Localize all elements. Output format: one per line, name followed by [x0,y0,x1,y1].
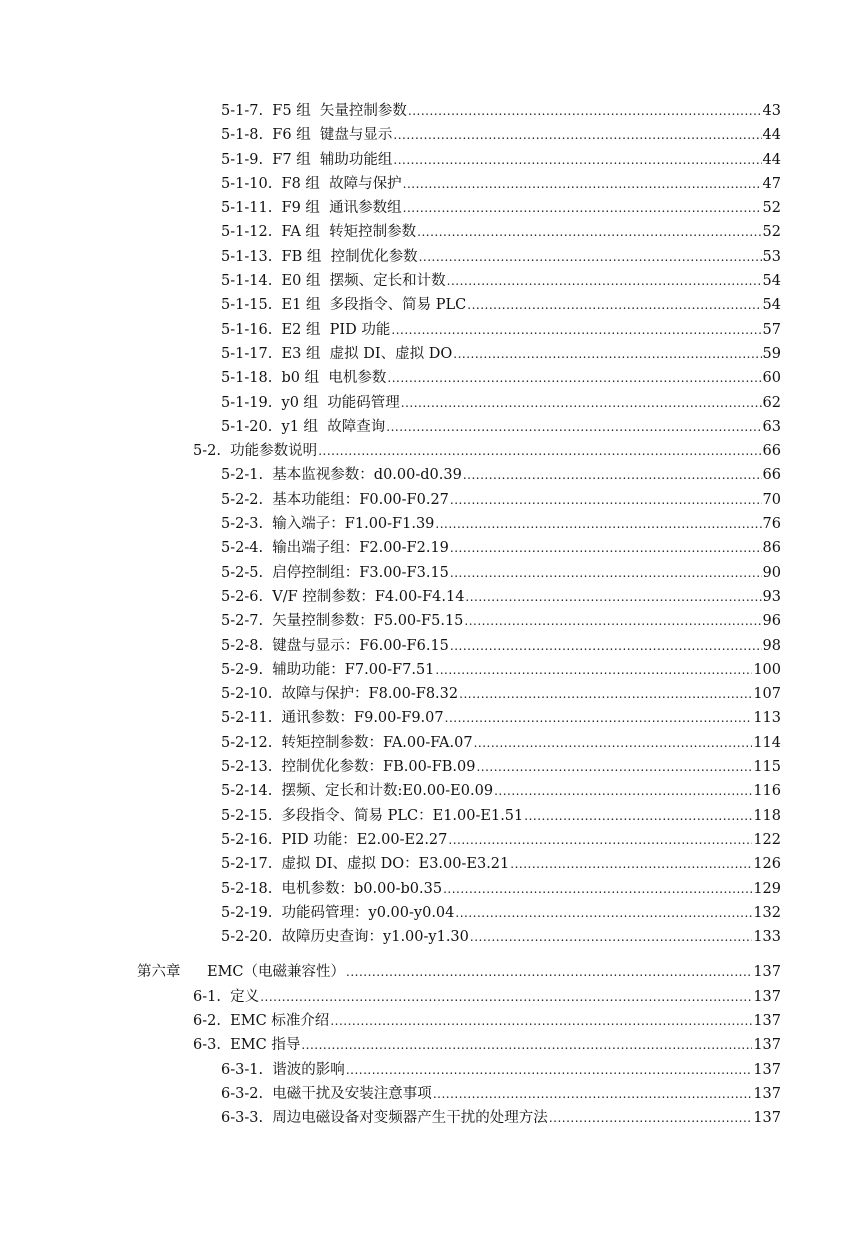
toc-page-number: 44 [762,151,781,168]
toc-entry[interactable] [0,561,842,585]
toc-entry[interactable] [0,123,842,147]
toc-dot-leader [435,658,752,682]
toc-entry-label: 6-3-1. 谐波的影响 [221,1061,345,1078]
toc-page-number: 114 [753,734,781,751]
toc-dot-leader [393,123,761,147]
toc-page-number: 137 [753,988,781,1005]
toc-dot-leader [419,245,762,269]
toc-entry[interactable] [0,634,842,658]
toc-page-number: 129 [753,880,781,897]
toc-page-number: 107 [753,686,781,703]
toc-dot-leader [448,828,752,852]
toc-page-number: 137 [753,1085,781,1102]
toc-page-number: 115 [753,759,781,776]
toc-dot-leader [549,1106,753,1130]
toc-entry-label: 5-1-17. E3 组 虚拟 DI、虚拟 DO [221,345,453,362]
toc-entry[interactable] [0,852,842,876]
toc-entry-label: 5-2-1. 基本监视参数：d0.00-d0.39 [221,467,462,484]
toc-dot-leader [403,172,762,196]
toc-dot-leader [330,1009,752,1033]
toc-entry[interactable] [0,682,842,706]
toc-entry[interactable] [0,1009,842,1033]
toc-entry[interactable] [0,318,842,342]
toc-entry[interactable] [0,463,842,487]
toc-page-number: 59 [762,345,781,362]
toc-entry-label: 5-2. 功能参数说明 [193,443,318,460]
toc-entry[interactable] [0,828,842,852]
toc-entry[interactable] [0,779,842,803]
toc-entry-label: 5-1-18. b0 组 电机参数 [221,370,387,387]
toc-page-number: 116 [753,783,781,800]
toc-page-number: 53 [762,248,781,265]
toc-page-number: 70 [762,491,781,508]
toc-entry[interactable] [0,731,842,755]
toc-entry[interactable] [0,755,842,779]
toc-entry[interactable] [0,706,842,730]
toc-entry[interactable] [0,488,842,512]
toc-page-number: 66 [762,443,781,460]
toc-page-number: 60 [762,370,781,387]
toc-page-number: 133 [753,929,781,946]
toc-dot-leader [450,488,762,512]
toc-entry-label: 6-3-3. 周边电磁设备对变频器产生干扰的处理方法 [221,1110,548,1127]
toc-entry[interactable] [0,658,842,682]
toc-page-number: 113 [753,710,781,727]
toc-entry[interactable] [0,804,842,828]
toc-entry-label: 5-1-7. F5 组 矢量控制参数 [221,103,407,119]
toc-page-number: 126 [753,856,781,873]
toc-dot-leader [450,561,762,585]
toc-dot-leader [401,391,762,415]
toc-dot-leader [455,901,752,925]
toc-page-number: 57 [762,321,781,338]
toc-entry[interactable] [0,196,842,220]
toc-page-number: 54 [762,297,781,314]
toc-dot-leader [408,99,762,123]
toc-entry-label: 5-1-13. FB 组 控制优化参数 [221,248,418,265]
toc-dot-leader [260,985,752,1009]
toc-entry-label: EMC（电磁兼容性） [207,964,346,981]
toc-page-number: 63 [762,418,781,435]
toc-page-number: 47 [762,175,781,192]
toc-page-number: 122 [753,831,781,848]
toc-dot-leader [403,196,762,220]
toc-entry-label: 5-2-8. 键盘与显示：F6.00-F6.15 [221,637,449,654]
toc-entry[interactable] [0,609,842,633]
toc-page-number: 137 [753,1110,781,1127]
toc-page-number: 52 [762,224,781,241]
toc-dot-leader [391,318,761,342]
toc-entry-label: 6-3-2. 电磁干扰及安装注意事项 [221,1085,432,1102]
toc-page-number: 96 [762,613,781,630]
toc-entry-label: 5-1-15. E1 组 多段指令、简易 PLC [221,297,467,314]
toc-dot-leader [386,415,761,439]
toc-dot-leader [465,585,761,609]
toc-dot-leader [463,463,762,487]
toc-entry-label: 5-2-16. PID 功能：E2.00-E2.27 [221,831,448,848]
toc-page-number: 100 [753,661,781,678]
toc-entry-label: 5-2-6. V/F 控制参数：F4.00-F4.14 [221,588,465,605]
toc-page-number: 93 [762,588,781,605]
toc-dot-leader [318,439,761,463]
toc-page-number: 132 [753,904,781,921]
toc-page-number: 54 [762,273,781,290]
toc-entry[interactable] [0,901,842,925]
toc-dot-leader [474,731,753,755]
toc-dot-leader [346,960,752,984]
toc-page-number: 118 [753,807,781,824]
toc-page-number: 52 [762,200,781,217]
toc-entry-label: 5-2-2. 基本功能组：F0.00-F0.27 [221,491,449,508]
toc-page-number: 62 [762,394,781,411]
toc-entry-label: 5-2-4. 输出端子组：F2.00-F2.19 [221,540,449,557]
toc-entry-label: 5-1-19. y0 组 功能码管理 [221,394,400,411]
table-of-contents [0,99,842,1130]
toc-dot-leader [387,366,761,390]
toc-entry[interactable] [0,172,842,196]
toc-entry-label: 5-2-20. 故障历史查询：y1.00-y1.30 [221,929,469,946]
toc-entry-label: 5-2-10. 故障与保护：F8.00-F8.32 [221,686,459,703]
toc-page-number: 76 [762,516,781,533]
toc-dot-leader [433,1082,753,1106]
toc-dot-leader [450,536,762,560]
toc-entry-label: 6-1. 定义 [193,988,260,1005]
toc-entry-label: 5-1-10. F8 组 故障与保护 [221,175,402,192]
toc-page-number: 66 [762,467,781,484]
toc-entry-label: 5-2-9. 辅助功能：F7.00-F7.51 [221,661,435,678]
toc-chapter-entry[interactable] [0,960,842,984]
toc-dot-leader [443,877,752,901]
toc-dot-leader [476,755,752,779]
toc-page-number: 137 [753,1012,781,1029]
toc-entry[interactable] [0,99,842,123]
toc-page-number: 44 [762,127,781,144]
toc-entry[interactable] [0,293,842,317]
toc-entry[interactable] [0,415,842,439]
toc-dot-leader [470,925,752,949]
toc-page-number: 90 [762,564,781,581]
toc-entry-label: 5-2-7. 矢量控制参数：F5.00-F5.15 [221,613,464,630]
toc-dot-leader [524,804,752,828]
toc-entry-label: 5-1-8. F6 组 键盘与显示 [221,127,393,144]
toc-entry[interactable] [0,269,842,293]
toc-dot-leader [459,682,752,706]
toc-entry[interactable] [0,512,842,536]
toc-chapter-number: 第六章 [137,964,181,981]
toc-entry[interactable] [0,925,842,949]
toc-entry[interactable] [0,585,842,609]
toc-entry[interactable] [0,1033,842,1057]
toc-entry-label: 5-2-3. 输入端子：F1.00-F1.39 [221,516,435,533]
toc-entry-label: 5-1-11. F9 组 通讯参数组 [221,200,402,217]
toc-entry-label: 5-2-12. 转矩控制参数：FA.00-FA.07 [221,734,473,751]
toc-entry-label: 5-2-5. 启停控制组：F3.00-F3.15 [221,564,449,581]
toc-entry[interactable] [0,439,842,463]
toc-dot-leader [453,342,761,366]
toc-dot-leader [464,609,761,633]
toc-entry-label: 5-2-18. 电机参数：b0.00-b0.35 [221,880,443,897]
toc-page-number: 86 [762,540,781,557]
toc-entry[interactable] [0,342,842,366]
toc-entry-label: 5-1-9. F7 组 辅助功能组 [221,151,393,168]
toc-entry-label: 5-1-20. y1 组 故障查询 [221,418,386,435]
toc-dot-leader [417,220,761,244]
toc-entry-label: 5-1-12. FA 组 转矩控制参数 [221,224,417,241]
toc-dot-leader [450,634,762,658]
toc-dot-leader [435,512,761,536]
toc-entry[interactable] [0,391,842,415]
toc-entry-label: 5-1-14. E0 组 摆频、定长和计数 [221,273,446,290]
toc-entry[interactable] [0,1106,842,1130]
toc-dot-leader [445,706,753,730]
toc-dot-leader [393,148,761,172]
toc-page-number: 137 [753,964,781,981]
toc-entry[interactable] [0,366,842,390]
toc-dot-leader [467,293,761,317]
toc-entry[interactable] [0,985,842,1009]
toc-entry-label: 5-2-14. 摆频、定长和计数:E0.00-E0.09 [221,783,494,800]
toc-entry-label: 5-1-16. E2 组 PID 功能 [221,321,391,338]
toc-entry[interactable] [0,245,842,269]
toc-entry[interactable] [0,877,842,901]
toc-entry-label: 5-2-15. 多段指令、简易 PLC：E1.00-E1.51 [221,807,524,824]
toc-entry[interactable] [0,220,842,244]
toc-page-number: 43 [762,103,781,119]
toc-entry-label: 5-2-13. 控制优化参数：FB.00-FB.09 [221,759,476,776]
toc-entry-label: 5-2-17. 虚拟 DI、虚拟 DO：E3.00-E3.21 [221,856,510,873]
toc-entry-label: 6-2. EMC 标准介绍 [193,1012,330,1029]
toc-dot-leader [301,1033,752,1057]
toc-entry[interactable] [0,1082,842,1106]
toc-dot-leader [494,779,752,803]
toc-dot-leader [447,269,762,293]
toc-page-number: 98 [762,637,781,654]
toc-entry-label: 5-2-19. 功能码管理：y0.00-y0.04 [221,904,455,921]
toc-entry[interactable] [0,148,842,172]
toc-entry[interactable] [0,1058,842,1082]
toc-dot-leader [510,852,752,876]
toc-entry-label: 5-2-11. 通讯参数：F9.00-F9.07 [221,710,444,727]
toc-dot-leader [346,1058,753,1082]
toc-page-number: 137 [753,1061,781,1078]
toc-entry-label: 6-3. EMC 指导 [193,1037,301,1054]
toc-entry[interactable] [0,536,842,560]
toc-page-number: 137 [753,1037,781,1054]
